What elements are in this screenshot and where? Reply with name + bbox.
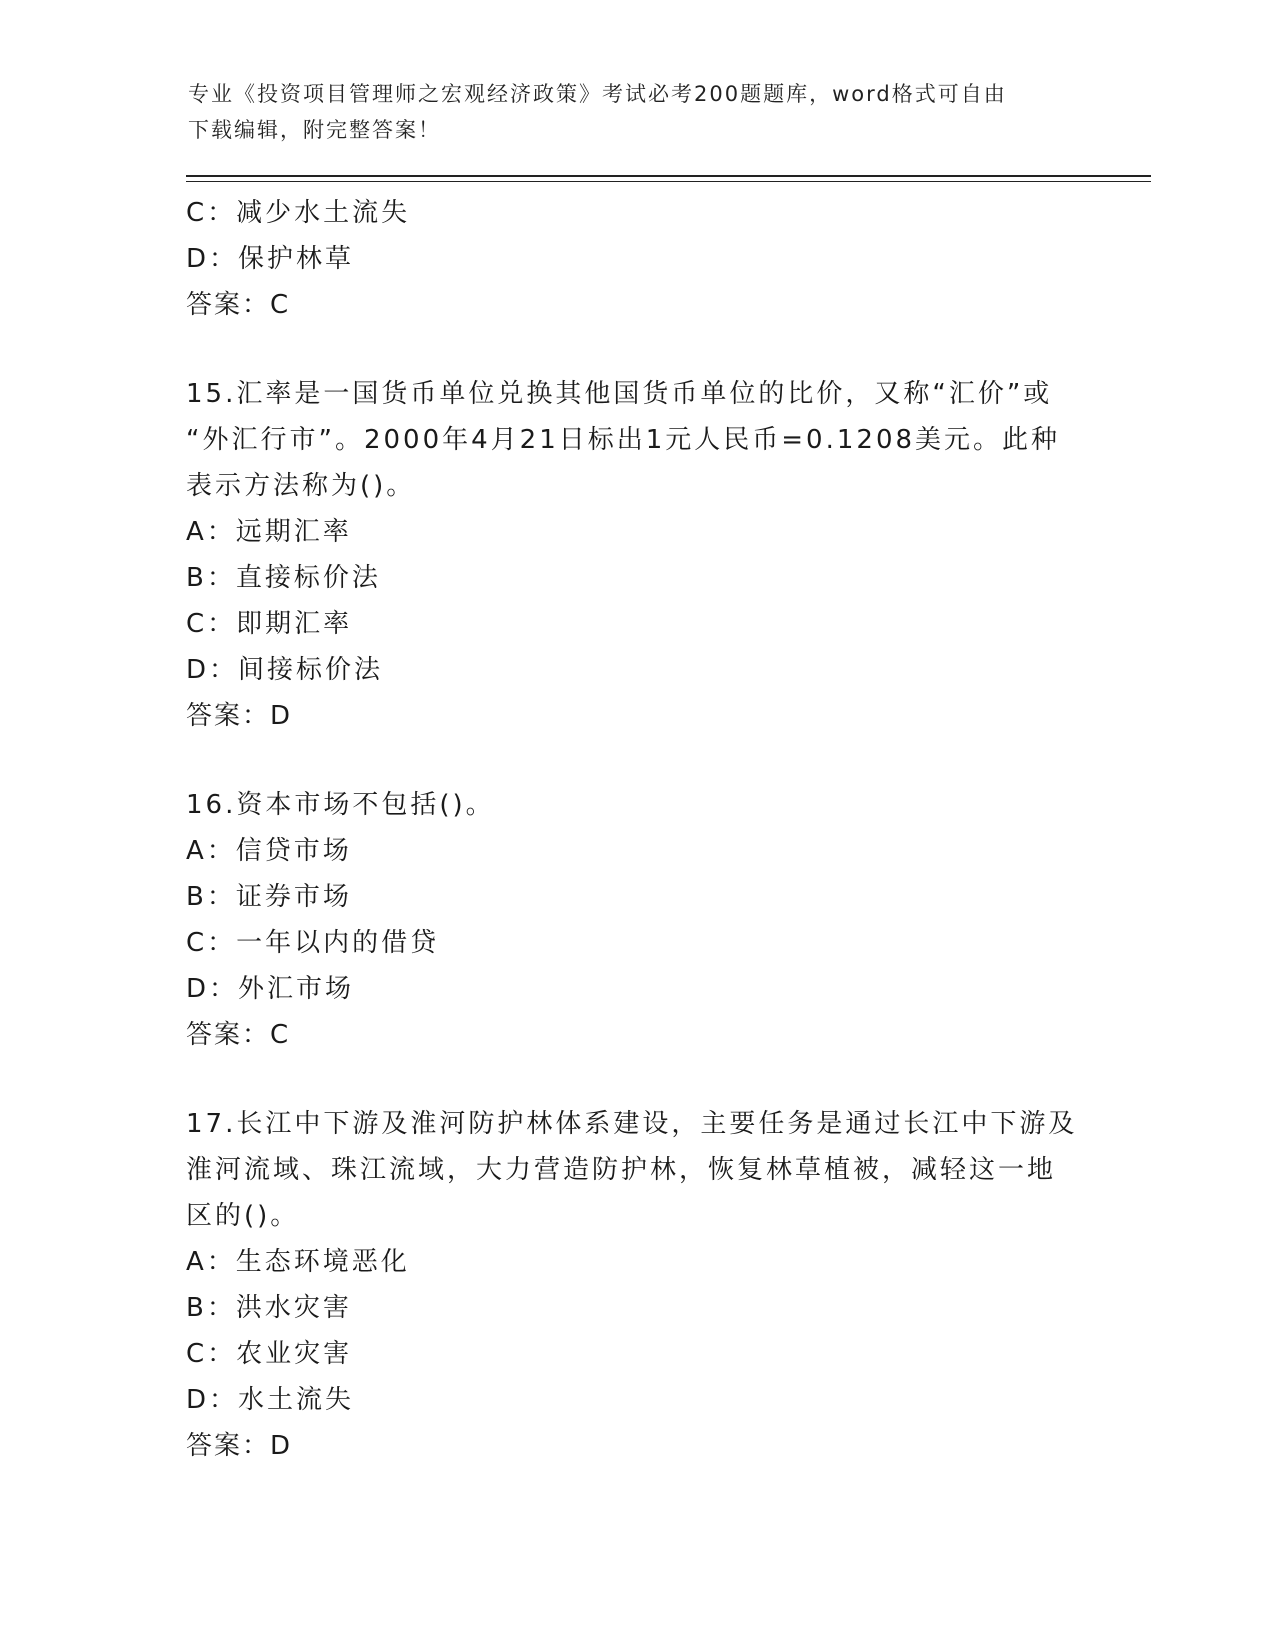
option-d: D：间接标价法	[186, 655, 384, 685]
option-c: C：一年以内的借贷	[186, 928, 440, 958]
spacer	[186, 1058, 1106, 1101]
question-text-line: “外汇行市”。2000年4月21日标出1元人民币=0.1208美元。此种	[186, 425, 1061, 455]
question-text-line: 表示方法称为()。	[186, 471, 416, 501]
answer-line: 答案：C	[186, 290, 291, 320]
option-c: C：即期汇率	[186, 609, 353, 639]
question-text	[186, 782, 1106, 828]
option-b: B：直接标价法	[186, 563, 381, 593]
option-a: A：生态环境恶化	[186, 1247, 410, 1277]
question-16	[186, 782, 1106, 1058]
answer-line: 答案：C	[186, 1020, 291, 1050]
option-b: B：洪水灾害	[186, 1293, 352, 1323]
option-b: B：证券市场	[186, 882, 352, 912]
option-c: C：减少水土流失	[186, 198, 411, 228]
spacer	[186, 328, 1106, 371]
header-line-1: 专业《投资项目管理师之宏观经济政策》考试必考200题题库，word格式可自由	[188, 82, 1007, 106]
question-text-line: 16.资本市场不包括()。	[186, 790, 495, 820]
question-text	[186, 371, 1106, 509]
answer-line: 答案：D	[186, 1431, 293, 1461]
option-a: A：远期汇率	[186, 517, 352, 547]
option-d: D：外汇市场	[186, 974, 355, 1004]
question-text	[186, 1101, 1106, 1239]
question-17	[186, 1101, 1106, 1469]
question-text-line: 淮河流域、珠江流域，大力营造防护林，恢复林草植被，减轻这一地	[186, 1155, 1057, 1185]
previous-question-tail	[186, 190, 1106, 328]
spacer	[186, 739, 1106, 782]
document-header	[188, 76, 1088, 148]
header-divider-thin	[186, 181, 1151, 182]
option-d: D：水土流失	[186, 1385, 355, 1415]
question-text-line: 15.汇率是一国货币单位兑换其他国货币单位的比价，又称“汇价”或	[186, 379, 1053, 409]
document-body	[186, 190, 1106, 1469]
option-d: D：保护林草	[186, 244, 355, 274]
question-text-line: 区的()。	[186, 1201, 300, 1231]
answer-line: 答案：D	[186, 701, 293, 731]
option-a: A：信贷市场	[186, 836, 352, 866]
option-c: C：农业灾害	[186, 1339, 353, 1369]
question-text-line: 17.长江中下游及淮河防护林体系建设，主要任务是通过长江中下游及	[186, 1109, 1078, 1139]
header-divider-thick	[186, 175, 1151, 177]
question-15	[186, 371, 1106, 739]
header-line-2: 下载编辑，附完整答案！	[188, 118, 441, 142]
